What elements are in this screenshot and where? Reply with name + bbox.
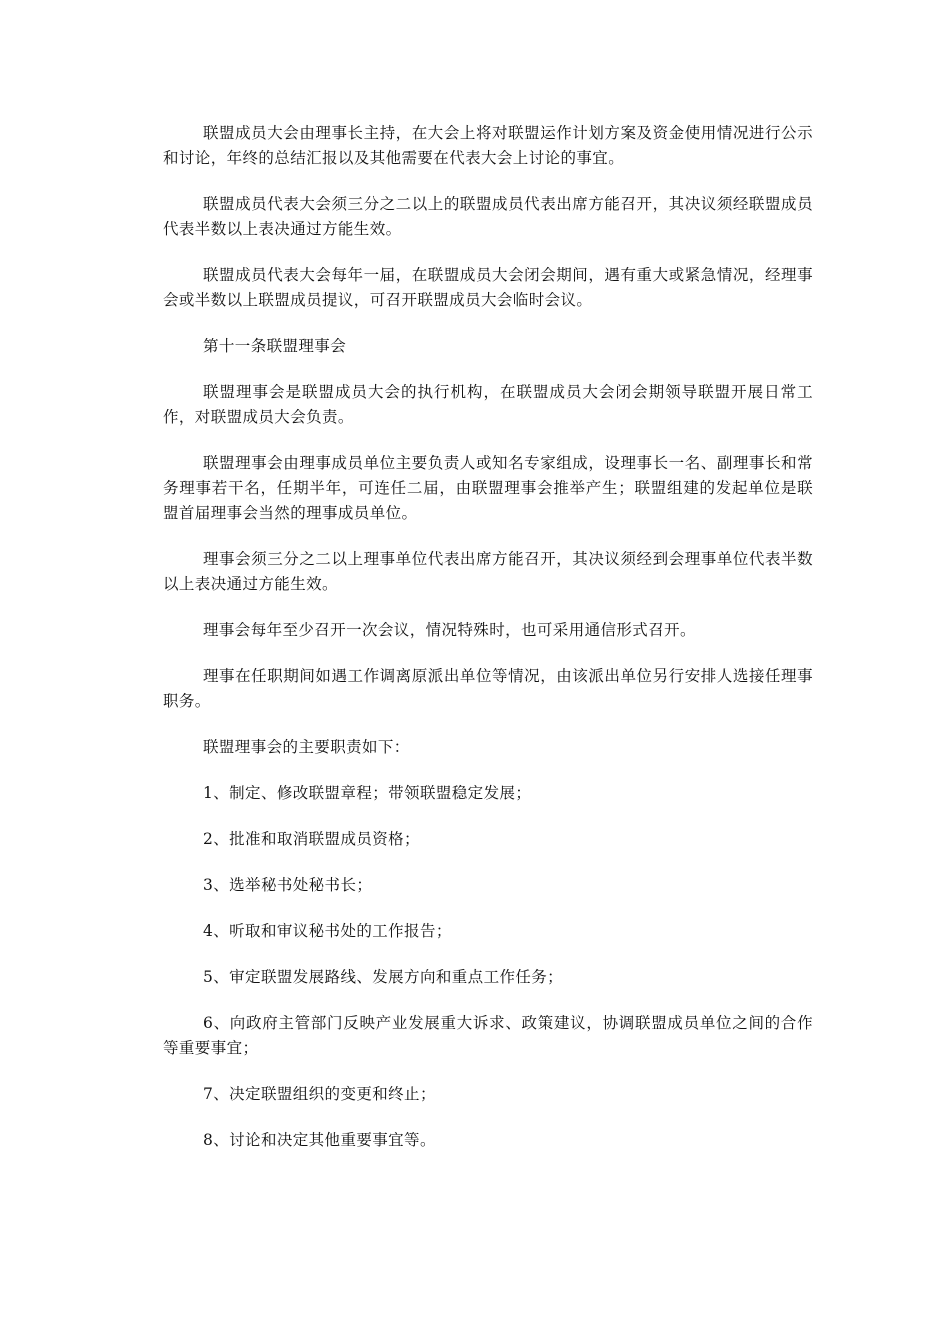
paragraph: 理事会每年至少召开一次会议，情况特殊时，也可采用通信形式召开。 xyxy=(203,621,696,639)
document-body xyxy=(163,121,813,1174)
list-item: 1、制定、修改联盟章程；带领联盟稳定发展； xyxy=(203,784,532,802)
list-intro: 联盟理事会的主要职责如下： xyxy=(203,738,410,756)
paragraph: 联盟理事会由理事成员单位主要负责人或知名专家组成，设理事长一名、副理事长和常务理事若干名，任期半年，可连任二届，由联盟理事会推举产生；联盟组建的发起单位是联盟首届理事会当然的理事成员单位。 xyxy=(163,454,813,522)
list-item: 3、选举秘书处秘书长； xyxy=(203,876,373,894)
list-item: 5、审定联盟发展路线、发展方向和重点工作任务； xyxy=(203,968,564,986)
list-item: 2、批准和取消联盟成员资格； xyxy=(203,830,420,848)
list-item: 8、讨论和决定其他重要事宜等。 xyxy=(203,1131,436,1149)
paragraph: 联盟成员大会由理事长主持，在大会上将对联盟运作计划方案及资金使用情况进行公示和讨论，年终的总结汇报以及其他需要在代表大会上讨论的事宜。 xyxy=(163,124,813,167)
list-item: 7、决定联盟组织的变更和终止； xyxy=(203,1085,436,1103)
paragraph: 理事在任职期间如遇工作调离原派出单位等情况，由该派出单位另行安排人选接任理事职务。 xyxy=(163,667,813,710)
paragraph: 理事会须三分之二以上理事单位代表出席方能召开，其决议须经到会理事单位代表半数以上表决通过方能生效。 xyxy=(163,550,813,593)
list-item: 6、向政府主管部门反映产业发展重大诉求、政策建议，协调联盟成员单位之间的合作等重要事宜； xyxy=(163,1014,813,1057)
section-heading: 第十一条联盟理事会 xyxy=(203,337,347,355)
paragraph: 联盟成员代表大会每年一届，在联盟成员大会闭会期间，遇有重大或紧急情况，经理事会或半数以上联盟成员提议，可召开联盟成员大会临时会议。 xyxy=(163,266,813,309)
list-item: 4、听取和审议秘书处的工作报告； xyxy=(203,922,452,940)
paragraph: 联盟理事会是联盟成员大会的执行机构，在联盟成员大会闭会期领导联盟开展日常工作，对联盟成员大会负责。 xyxy=(163,383,813,426)
paragraph: 联盟成员代表大会须三分之二以上的联盟成员代表出席方能召开，其决议须经联盟成员代表半数以上表决通过方能生效。 xyxy=(163,195,813,238)
